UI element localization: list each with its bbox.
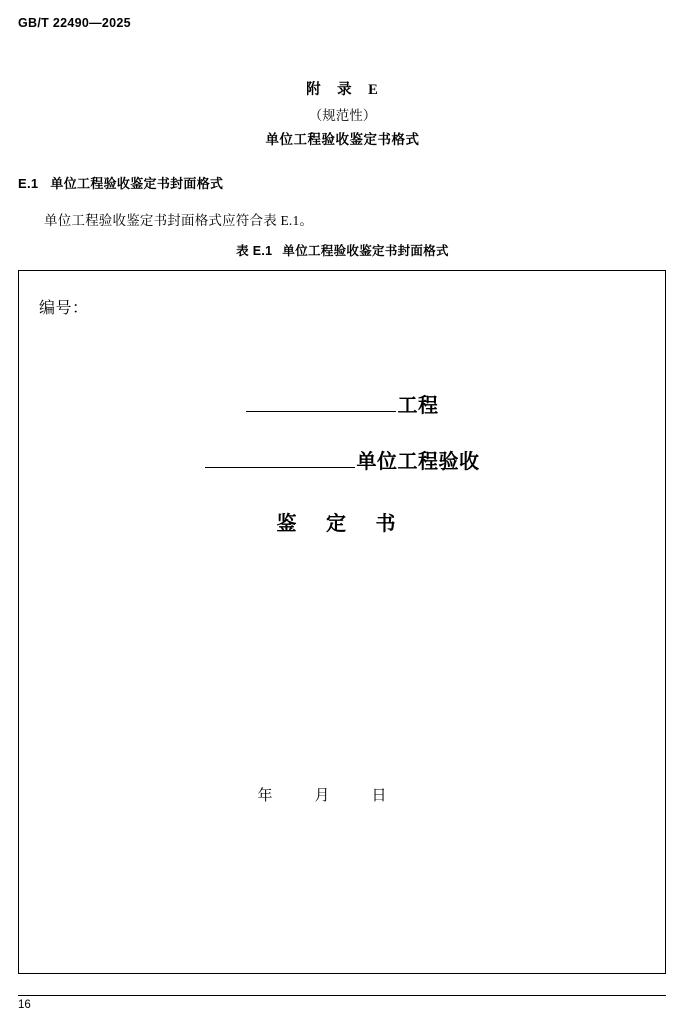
fill-blank-project[interactable]: [246, 391, 396, 412]
clause-paragraph: 单位工程验收鉴定书封面格式应符合表 E.1。: [44, 213, 314, 228]
fill-blank-unit[interactable]: [205, 447, 355, 468]
footer-divider: [18, 995, 666, 996]
page-number: 16: [18, 999, 31, 1011]
cover-form-box: [18, 270, 666, 974]
form-title-line-3: 鉴 定 书: [276, 513, 408, 535]
form-number-label: 编号：: [39, 300, 89, 317]
form-title-line-1: [19, 389, 685, 418]
table-caption: [0, 241, 685, 259]
date-day-label: 日: [371, 788, 387, 804]
form-line2-suffix: 单位工程验收: [356, 451, 480, 473]
date-month-label: 月: [314, 788, 330, 804]
clause-number: E.1: [18, 176, 39, 191]
form-title-line-2: [19, 445, 675, 474]
standard-id-header: GB/T 22490—2025: [18, 16, 131, 30]
annex-name: 单位工程验收鉴定书格式: [265, 132, 420, 147]
table-caption-label: 表 E.1: [236, 244, 273, 258]
clause-title: 单位工程验收鉴定书封面格式: [50, 176, 224, 191]
clause-heading: [18, 173, 223, 192]
form-line1-suffix: 工程: [397, 395, 439, 417]
table-caption-text: 单位工程验收鉴定书封面格式: [282, 244, 449, 258]
annex-title: 附 录 E: [306, 82, 379, 98]
date-year-label: 年: [257, 788, 273, 804]
form-date-line: [19, 784, 665, 805]
annex-subtitle: （规范性）: [308, 108, 377, 123]
